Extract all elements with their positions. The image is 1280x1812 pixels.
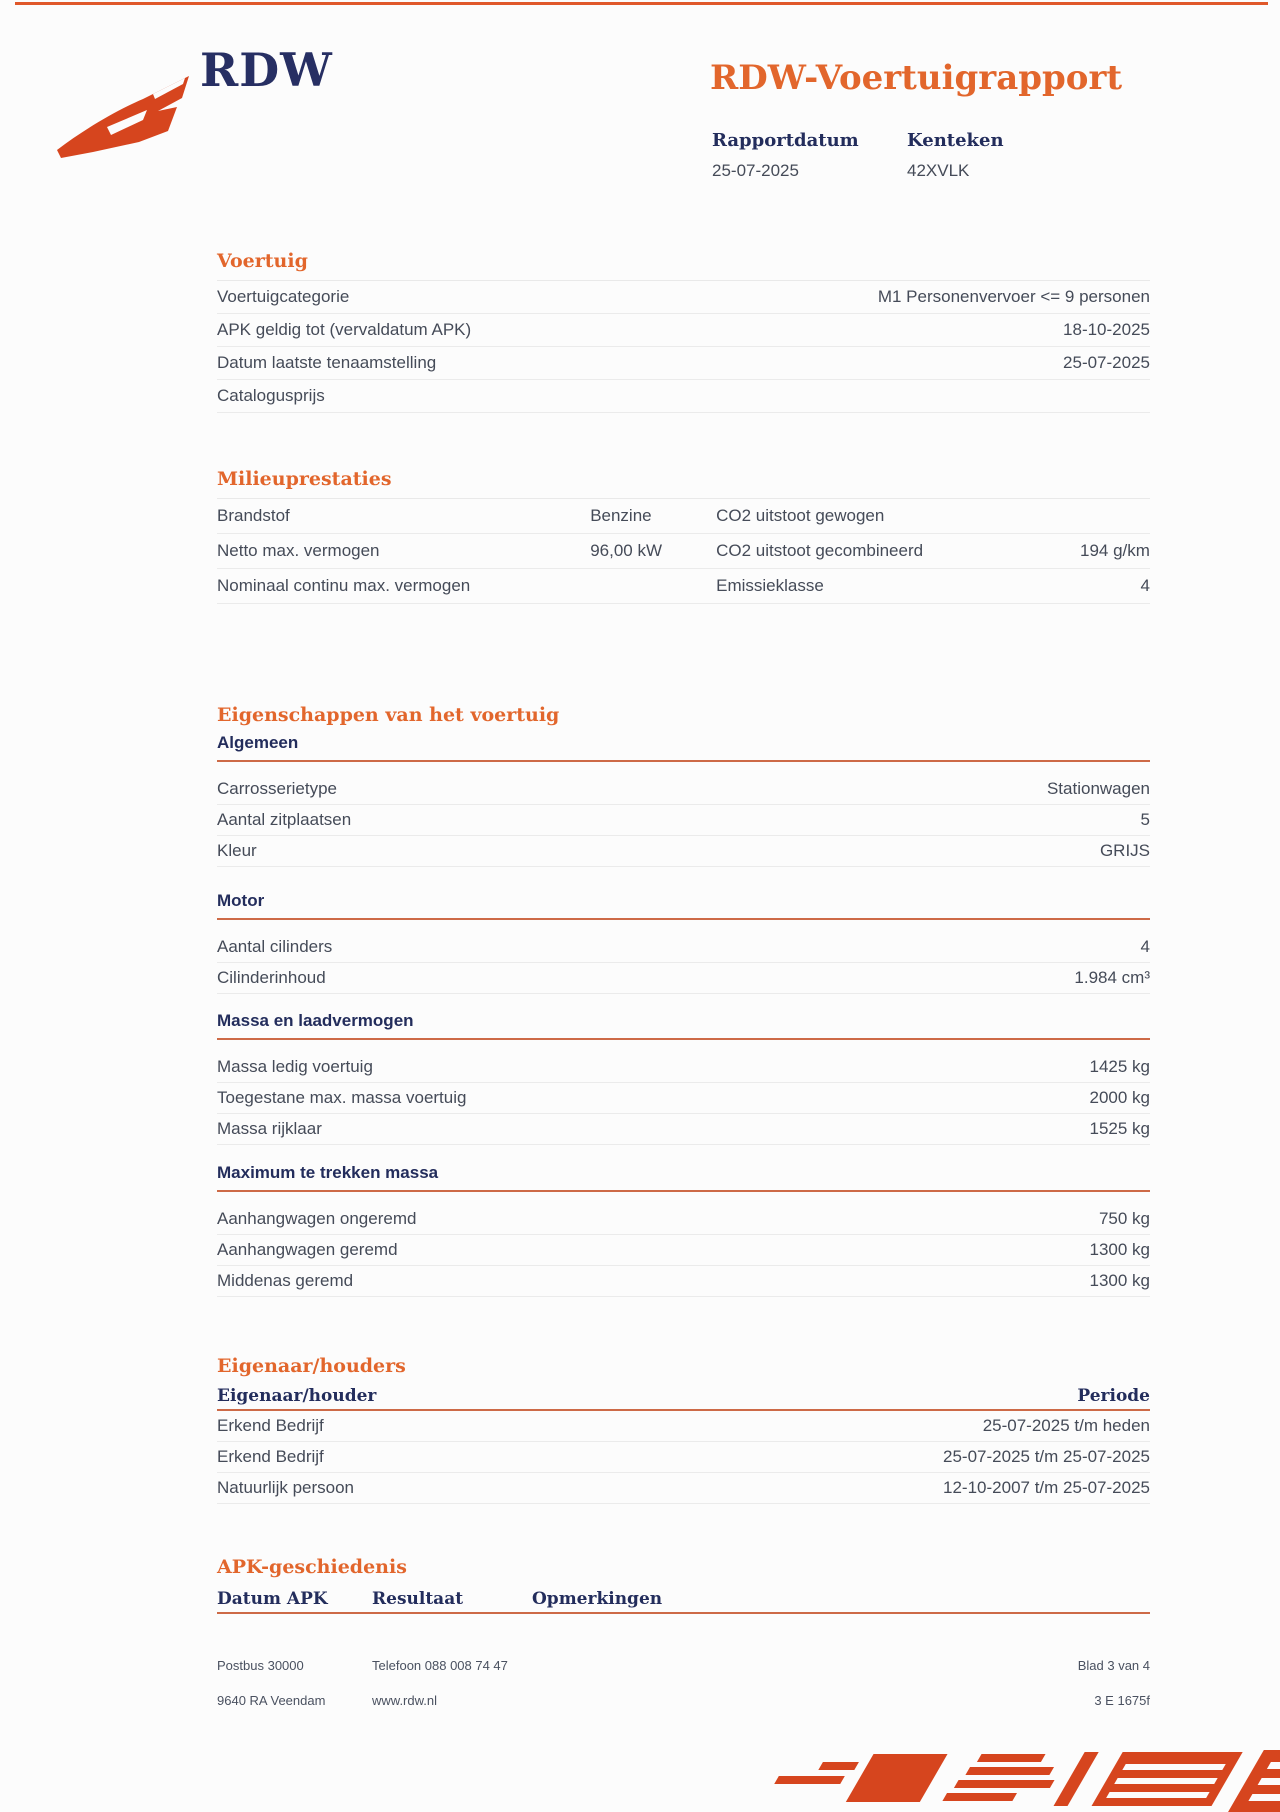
row-label: Netto max. vermogen bbox=[217, 541, 380, 560]
section-heading: Eigenschappen van het voertuig bbox=[217, 704, 560, 726]
orange-rule bbox=[217, 918, 1150, 920]
table-row bbox=[217, 1052, 1150, 1083]
table-row bbox=[217, 1114, 1150, 1145]
orange-rule bbox=[217, 760, 1150, 762]
footer-doc-code: 3 E 1675f bbox=[1094, 1693, 1150, 1708]
section-eigenschappen-heading bbox=[217, 704, 1150, 726]
section-heading: Milieuprestaties bbox=[217, 468, 392, 490]
page-title: RDW-Voertuigrapport bbox=[710, 58, 1123, 98]
section-eigenaar-houders bbox=[217, 1355, 1150, 1504]
table-row bbox=[217, 499, 1150, 534]
apk-table-header bbox=[217, 1588, 1150, 1610]
row-value: 194 g/km bbox=[1080, 541, 1150, 560]
row-label: Aantal zitplaatsen bbox=[217, 810, 352, 829]
section-heading: Voertuig bbox=[217, 250, 308, 272]
subsection-heading: Algemeen bbox=[217, 733, 299, 752]
row-label: CO2 uitstoot gecombineerd bbox=[716, 541, 924, 560]
license-plate-label: Kenteken bbox=[907, 130, 1004, 151]
row-label: Kleur bbox=[217, 841, 257, 860]
table-row bbox=[217, 836, 1150, 867]
orange-rule bbox=[217, 1190, 1150, 1192]
row-value: M1 Personenvervoer <= 9 personen bbox=[877, 287, 1150, 306]
footer-address-line2: 9640 RA Veendam bbox=[217, 1693, 326, 1708]
column-header-datum-apk: Datum APK bbox=[217, 1589, 328, 1609]
table-row bbox=[217, 380, 1150, 413]
table-row bbox=[217, 347, 1150, 380]
row-value: 4 bbox=[1140, 937, 1150, 956]
license-plate-value: 42XVLK bbox=[907, 161, 970, 180]
row-value: 18-10-2025 bbox=[1063, 320, 1150, 339]
row-value: 25-07-2025 bbox=[1063, 353, 1150, 372]
page-footer bbox=[217, 1658, 1150, 1728]
row-label: Catalogusprijs bbox=[217, 386, 325, 405]
row-value: 1300 kg bbox=[1089, 1271, 1150, 1290]
table-row bbox=[217, 534, 1150, 569]
column-header-owner: Eigenaar/houder bbox=[217, 1386, 377, 1406]
table-row bbox=[217, 314, 1150, 347]
footer-page-number: Blad 3 van 4 bbox=[1077, 1658, 1150, 1673]
table-row bbox=[217, 1442, 1150, 1473]
section-heading: Eigenaar/houders bbox=[217, 1355, 406, 1377]
footer-row bbox=[217, 1693, 1150, 1709]
column-header-period: Periode bbox=[1077, 1386, 1150, 1406]
footer-address-line1: Postbus 30000 bbox=[217, 1658, 304, 1673]
section-heading: APK-geschiedenis bbox=[217, 1556, 407, 1578]
footer-phone: Telefoon 088 008 74 47 bbox=[372, 1658, 508, 1673]
row-value: 1525 kg bbox=[1089, 1119, 1150, 1138]
row-label: Carrosserietype bbox=[217, 779, 337, 798]
owner-name: Erkend Bedrijf bbox=[217, 1447, 324, 1466]
table-row bbox=[217, 281, 1150, 314]
section-milieuprestaties bbox=[217, 468, 1150, 604]
owner-period: 25-07-2025 t/m heden bbox=[982, 1416, 1150, 1435]
license-plate-block bbox=[907, 130, 1102, 181]
orange-rule bbox=[217, 1612, 1150, 1614]
row-value: 1.984 cm³ bbox=[1074, 968, 1150, 987]
row-value: GRIJS bbox=[1099, 841, 1150, 860]
row-value: 4 bbox=[1140, 576, 1150, 595]
row-label: Voertuigcategorie bbox=[217, 287, 350, 306]
row-label: Massa rijklaar bbox=[217, 1119, 322, 1138]
table-row bbox=[217, 1266, 1150, 1297]
footer-website: www.rdw.nl bbox=[372, 1693, 438, 1708]
row-value: Stationwagen bbox=[1046, 779, 1150, 798]
report-date-label: Rapportdatum bbox=[712, 130, 859, 151]
column-header-resultaat: Resultaat bbox=[372, 1589, 464, 1609]
footer-stripes-graphic bbox=[735, 1746, 1280, 1812]
column-header-opmerkingen: Opmerkingen bbox=[532, 1589, 663, 1609]
subsection-heading: Massa en laadvermogen bbox=[217, 1011, 414, 1030]
table-row bbox=[217, 932, 1150, 963]
row-label: Massa ledig voertuig bbox=[217, 1057, 373, 1076]
section-voertuig bbox=[217, 250, 1150, 413]
rdw-logo-text: RDW bbox=[200, 43, 333, 97]
row-label: CO2 uitstoot gewogen bbox=[716, 506, 885, 525]
row-value: 2000 kg bbox=[1089, 1088, 1150, 1107]
table-row bbox=[217, 569, 1150, 604]
row-value: 1300 kg bbox=[1089, 1240, 1150, 1259]
footer-row bbox=[217, 1658, 1150, 1674]
report-meta bbox=[712, 130, 1102, 181]
table-row bbox=[217, 1411, 1150, 1442]
row-label: Emissieklasse bbox=[716, 576, 824, 595]
rdw-logo-flag-icon bbox=[55, 72, 205, 177]
row-value: 1425 kg bbox=[1089, 1057, 1150, 1076]
row-value: 5 bbox=[1140, 810, 1150, 829]
row-label: APK geldig tot (vervaldatum APK) bbox=[217, 320, 472, 339]
table-row bbox=[217, 1235, 1150, 1266]
orange-rule bbox=[217, 1038, 1150, 1040]
table-row bbox=[217, 1473, 1150, 1504]
owner-table-header bbox=[217, 1385, 1150, 1407]
table-row bbox=[217, 963, 1150, 994]
owner-name: Natuurlijk persoon bbox=[217, 1478, 355, 1497]
table-row bbox=[217, 1083, 1150, 1114]
subsection-motor bbox=[217, 890, 1150, 994]
row-value: Benzine bbox=[590, 506, 652, 525]
row-label: Datum laatste tenaamstelling bbox=[217, 353, 437, 372]
row-label: Aantal cilinders bbox=[217, 937, 333, 956]
top-accent-line bbox=[15, 2, 1268, 5]
row-label: Aanhangwagen ongeremd bbox=[217, 1209, 417, 1228]
row-label: Brandstof bbox=[217, 506, 290, 525]
table-row bbox=[217, 805, 1150, 836]
row-label: Middenas geremd bbox=[217, 1271, 354, 1290]
row-value: 750 kg bbox=[1098, 1209, 1150, 1228]
table-row bbox=[217, 1204, 1150, 1235]
row-label: Nominaal continu max. vermogen bbox=[217, 576, 471, 595]
report-date-block bbox=[712, 130, 907, 181]
report-date-value: 25-07-2025 bbox=[712, 161, 799, 180]
owner-period: 12-10-2007 t/m 25-07-2025 bbox=[943, 1478, 1150, 1497]
row-label: Aanhangwagen geremd bbox=[217, 1240, 398, 1259]
row-value: 96,00 kW bbox=[590, 541, 662, 560]
owner-name: Erkend Bedrijf bbox=[217, 1416, 324, 1435]
subsection-heading: Maximum te trekken massa bbox=[217, 1163, 439, 1182]
subsection-trekken-massa bbox=[217, 1162, 1150, 1297]
subsection-heading: Motor bbox=[217, 891, 265, 910]
table-row bbox=[217, 774, 1150, 805]
owner-period: 25-07-2025 t/m 25-07-2025 bbox=[943, 1447, 1150, 1466]
section-apk-geschiedenis bbox=[217, 1556, 1150, 1614]
subsection-algemeen bbox=[217, 732, 1150, 867]
subsection-massa bbox=[217, 1010, 1150, 1145]
row-label: Toegestane max. massa voertuig bbox=[217, 1088, 467, 1107]
row-label: Cilinderinhoud bbox=[217, 968, 326, 987]
